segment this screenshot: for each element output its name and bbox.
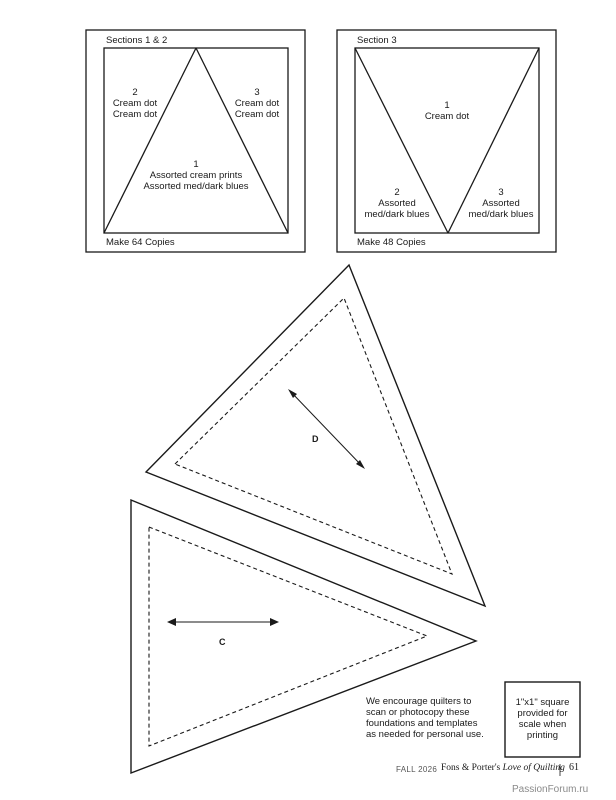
block-a-section-3-label <box>226 87 288 120</box>
watermark: PassionForum.ru <box>512 784 589 795</box>
block-a-section-3-fabric-2: Cream dot <box>234 109 280 120</box>
usage-notice <box>366 696 484 740</box>
block-b-section-2-number: 2 <box>394 187 400 198</box>
block-a-section-3-number: 3 <box>254 87 260 98</box>
footer-magazine-prefix: Fons & Porter's <box>441 763 503 773</box>
block-a-inner-border <box>104 48 288 233</box>
scale-caption-line-3: scale when <box>518 719 567 730</box>
block-b-section-1-number: 1 <box>444 100 450 111</box>
scale-square-caption <box>505 697 580 741</box>
block-b-section-1-fabric: Cream dot <box>424 111 470 122</box>
block-a-section-1-fabric-2: Assorted med/dark blues <box>143 181 249 192</box>
block-b-copies: Make 48 Copies <box>357 237 426 248</box>
template-d-label: D <box>312 434 319 444</box>
usage-notice-line-1: We encourage quilters to <box>366 696 472 707</box>
block-b-section-3-fabric-2: med/dark blues <box>468 209 534 220</box>
block-b-section-2-label <box>358 187 436 220</box>
block-a-seam-right <box>196 48 288 233</box>
block-a-section-2-label <box>104 87 166 120</box>
scale-caption-line-4: printing <box>526 730 559 741</box>
usage-notice-line-4: as needed for personal use. <box>366 729 484 740</box>
template-c-arrowhead-right <box>270 618 279 626</box>
block-b-section-3-label <box>462 187 540 220</box>
block-b-section-3-number: 3 <box>498 187 504 198</box>
usage-notice-line-2: scan or photocopy these <box>366 707 470 718</box>
template-c-label: C <box>219 637 226 647</box>
footer-magazine <box>441 763 565 773</box>
block-a-seam-left <box>104 48 196 233</box>
block-b-title: Section 3 <box>357 35 397 46</box>
block-a-section-2-fabric-1: Cream dot <box>112 98 158 109</box>
block-b-section-2-fabric-1: Assorted <box>378 198 416 209</box>
block-b-section-3-fabric-1: Assorted <box>482 198 520 209</box>
footer-magazine-name: Love of Quilting <box>502 763 565 773</box>
page-number: 61 <box>569 762 579 773</box>
template-c-arrowhead-left <box>167 618 176 626</box>
block-a-section-1-fabric-1: Assorted cream prints <box>149 170 243 181</box>
block-a-copies: Make 64 Copies <box>106 237 175 248</box>
block-a-section-1-number: 1 <box>193 159 199 170</box>
scale-caption-line-1: 1"x1" square <box>515 697 570 708</box>
block-a-title: Sections 1 & 2 <box>106 35 168 46</box>
block-a-outer-border <box>86 30 305 252</box>
scale-caption-line-2: provided for <box>517 708 568 719</box>
block-a-section-2-fabric-2: Cream dot <box>112 109 158 120</box>
template-d-grain-line <box>291 392 362 466</box>
foundation-block-sections-1-2 <box>86 30 305 252</box>
block-a-section-2-number: 2 <box>132 87 138 98</box>
block-a-section-1-label <box>136 159 256 192</box>
block-a-section-3-fabric-1: Cream dot <box>234 98 280 109</box>
usage-notice-line-3: foundations and templates <box>366 718 478 729</box>
block-b-section-2-fabric-2: med/dark blues <box>364 209 430 220</box>
footer-season: FALL 2026 <box>396 765 438 774</box>
block-b-section-1-label <box>412 100 482 122</box>
